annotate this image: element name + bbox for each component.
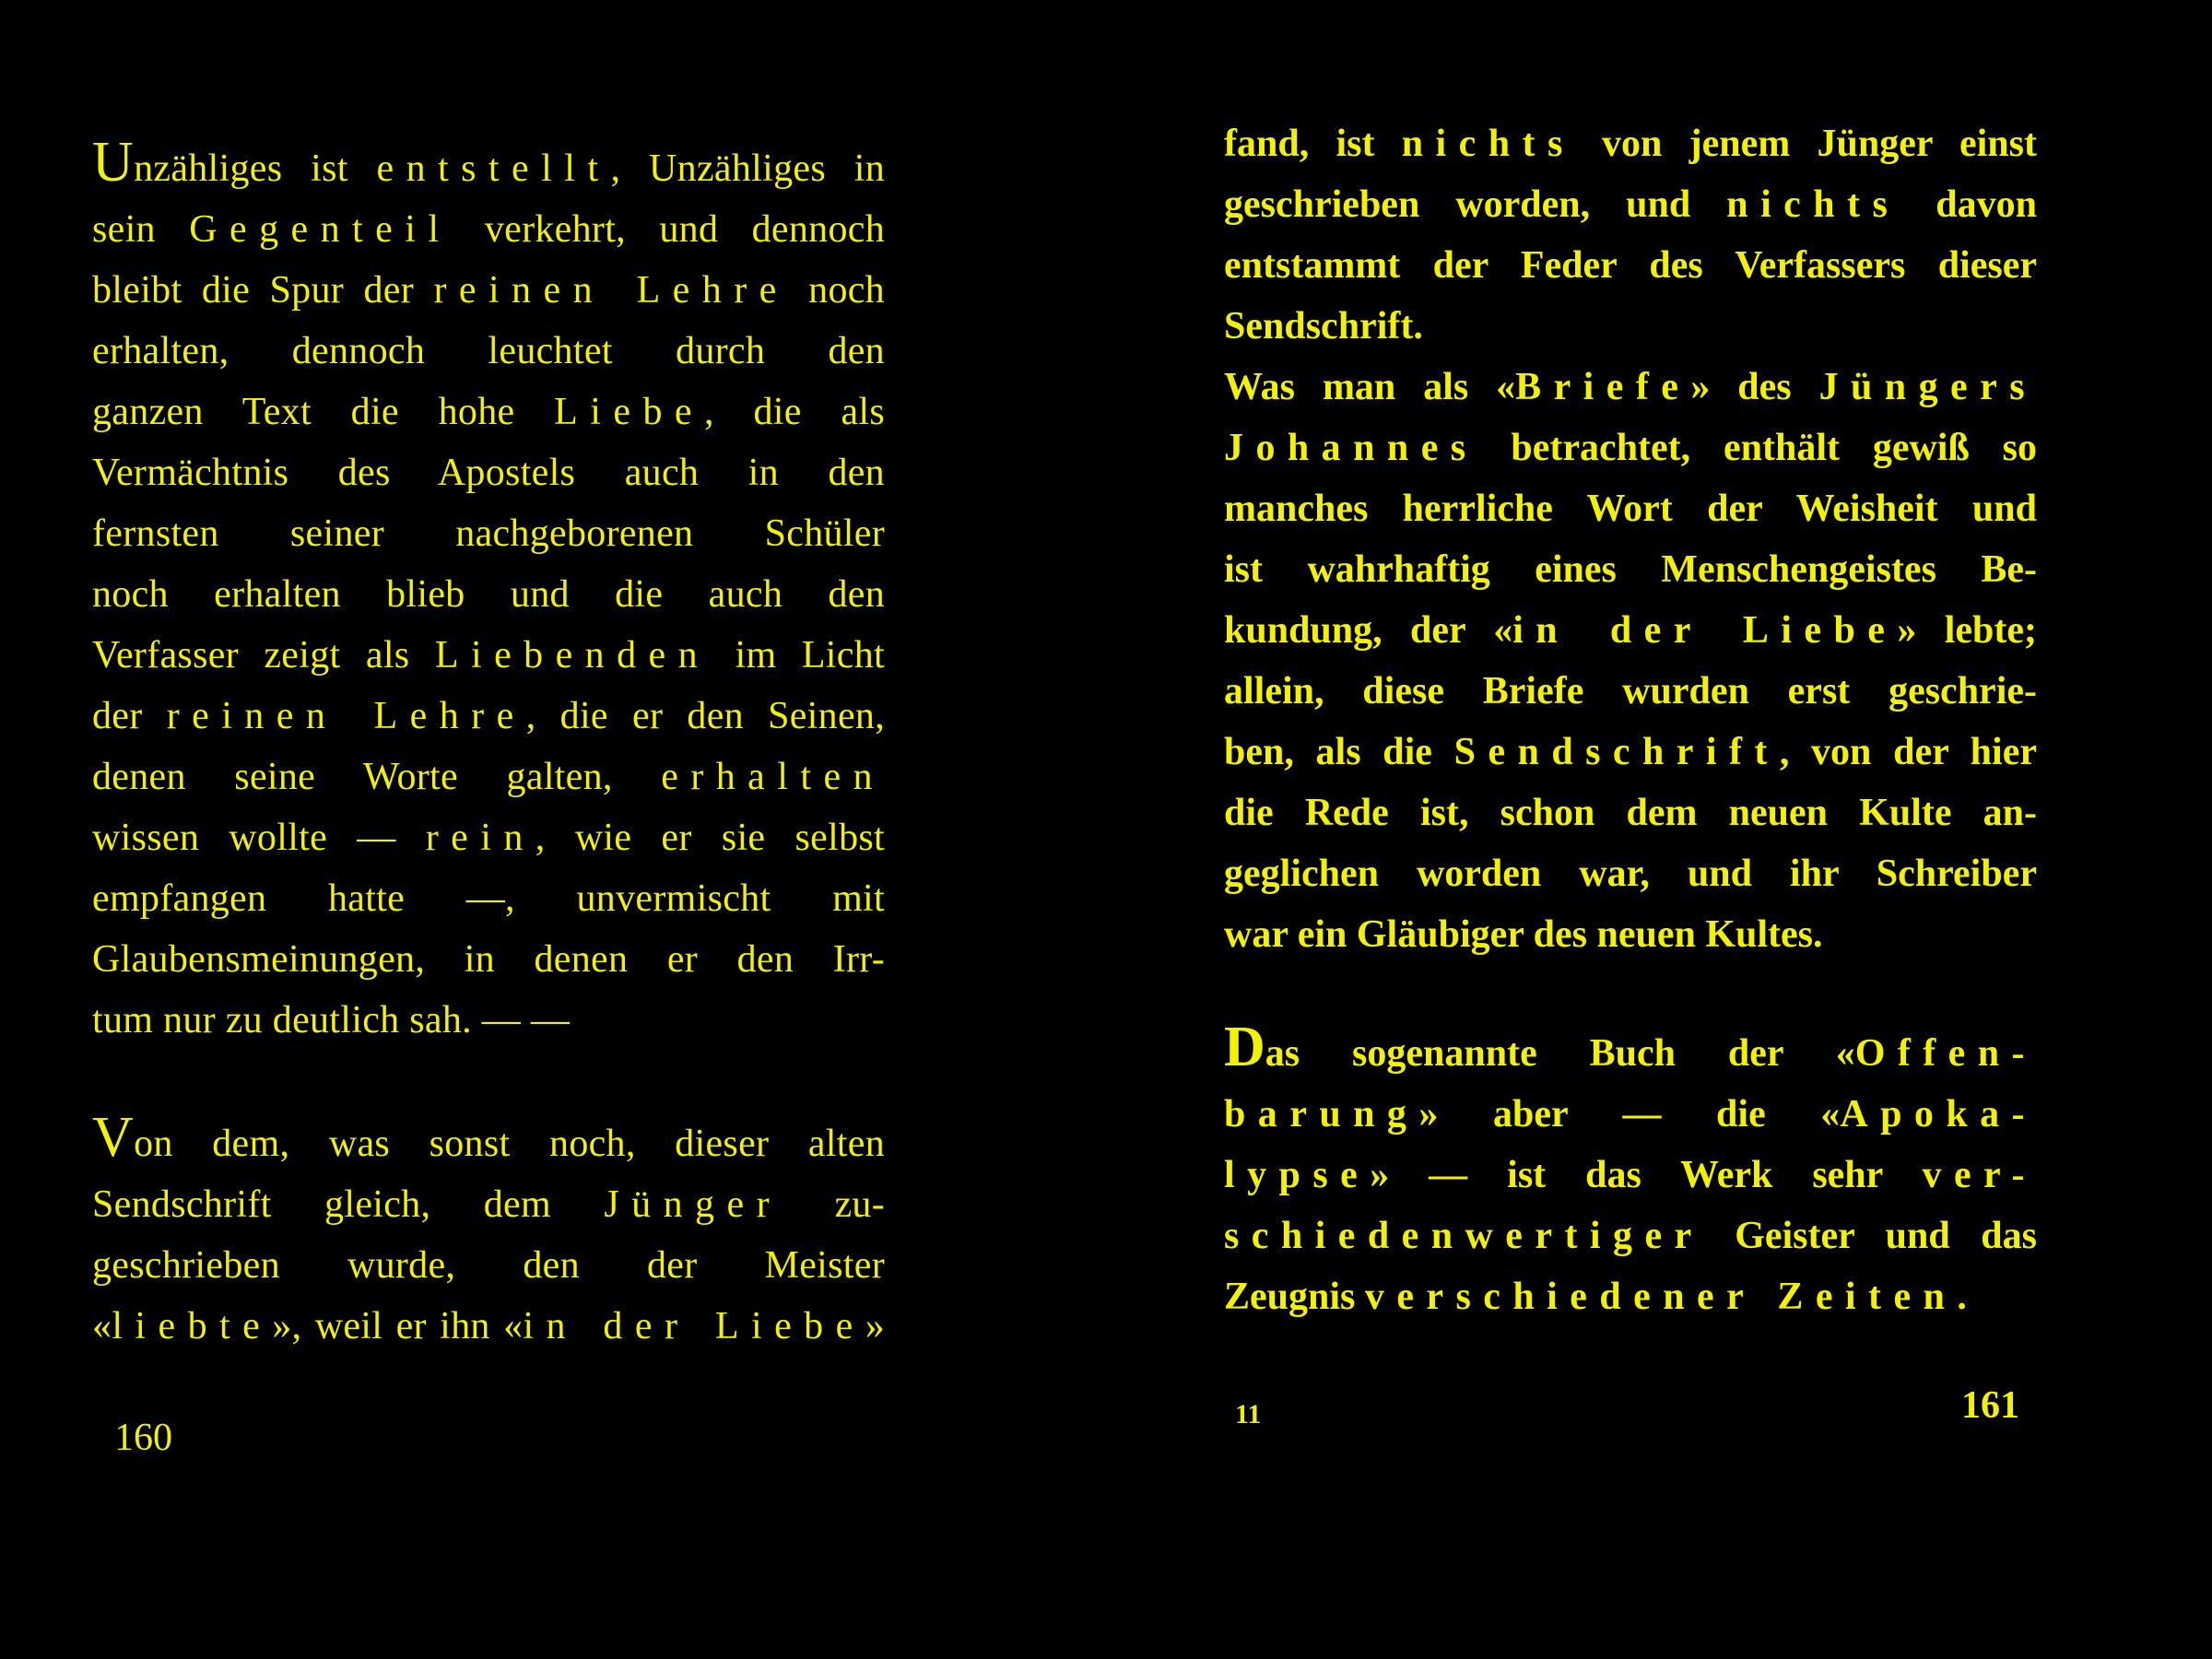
signature-mark: 11	[1235, 1399, 1262, 1430]
text-line: Von dem, was sonst noch, dieser alten	[92, 1106, 885, 1169]
text-line: entstammt der Feder des Verfassers dieser	[1224, 244, 2037, 287]
text-line: Vermächtnis des Apostels auch in den	[92, 452, 885, 494]
text-line: Sendschrift gleich, dem Jünger zu-	[92, 1183, 885, 1226]
text-line: Das sogenannte Buch der «Offen-	[1224, 1016, 2037, 1078]
text-line: Unzähliges ist entstellt, Unzähliges in	[92, 131, 885, 194]
text-line: schiedenwertiger Geister und das	[1224, 1215, 2037, 1257]
text-line: sein Gegenteil verkehrt, und dennoch	[92, 208, 885, 251]
drop-initial: U	[92, 131, 135, 194]
text-line: lypse» — ist das Werk sehr ver-	[1224, 1154, 2037, 1196]
text-line: bleibt die Spur der reinen Lehre noch	[92, 269, 885, 312]
text-line: barung» aber — die «Apoka-	[1224, 1093, 2037, 1135]
text-line: fernsten seiner nachgeborenen Schüler	[92, 512, 885, 555]
text-line: empfangen hatte —, unvermischt mit	[92, 877, 885, 920]
drop-initial: V	[92, 1106, 135, 1169]
text-line: wissen wollte — rein, wie er sie selbst	[92, 817, 885, 859]
text-line: ben, als die Sendschrift, von der hier	[1224, 731, 2037, 773]
text-line: der reinen Lehre, die er den Seinen,	[92, 695, 885, 737]
text-line: Zeugnis verschiedener Zeiten.	[1224, 1276, 1967, 1318]
text-line: allein, diese Briefe wurden erst geschrie-	[1224, 670, 2037, 712]
text-line: Sendschrift.	[1224, 305, 1423, 347]
page-number-right: 161	[1961, 1384, 2019, 1427]
text-line: «liebte», weil er ihn «in der Liebe»	[92, 1305, 885, 1347]
text-line: Johannes betrachtet, enthält gewiß so	[1224, 427, 2037, 469]
text-line: Was man als «Briefe» des Jüngers	[1224, 366, 2037, 408]
text-line: denen seine Worte galten, erhalten	[92, 756, 885, 798]
page-number-left: 160	[114, 1417, 172, 1459]
text-line: ganzen Text die hohe Liebe, die als	[92, 391, 886, 433]
text-line: geglichen worden war, und ihr Schreiber	[1224, 853, 2037, 895]
text-line: erhalten, dennoch leuchtet durch den	[92, 330, 885, 372]
text-line: tum nur zu deutlich sah. — —	[92, 999, 571, 1041]
text-line: die Rede ist, schon dem neuen Kulte an-	[1224, 792, 2037, 834]
text-line: Glaubensmeinungen, in denen er den Irr-	[92, 938, 885, 981]
text-line: geschrieben worden, und nichts davon	[1224, 183, 2038, 226]
text-line: kundung, der «in der Liebe» lebte;	[1224, 609, 2037, 652]
drop-initial: D	[1224, 1016, 1265, 1078]
text-line: Verfasser zeigt als Liebenden im Licht	[92, 634, 885, 677]
text-line: ist wahrhaftig eines Menschengeistes Be-	[1224, 548, 2037, 591]
text-line: geschrieben wurde, den der Meister	[92, 1244, 885, 1287]
text-line: fand, ist nichts von jenem Jünger einst	[1224, 123, 2038, 165]
text-line: noch erhalten blieb und die auch den	[92, 573, 885, 616]
text-line: manches herrliche Wort der Weisheit und	[1224, 488, 2037, 530]
text-line: war ein Gläubiger des neuen Kultes.	[1224, 913, 1823, 956]
